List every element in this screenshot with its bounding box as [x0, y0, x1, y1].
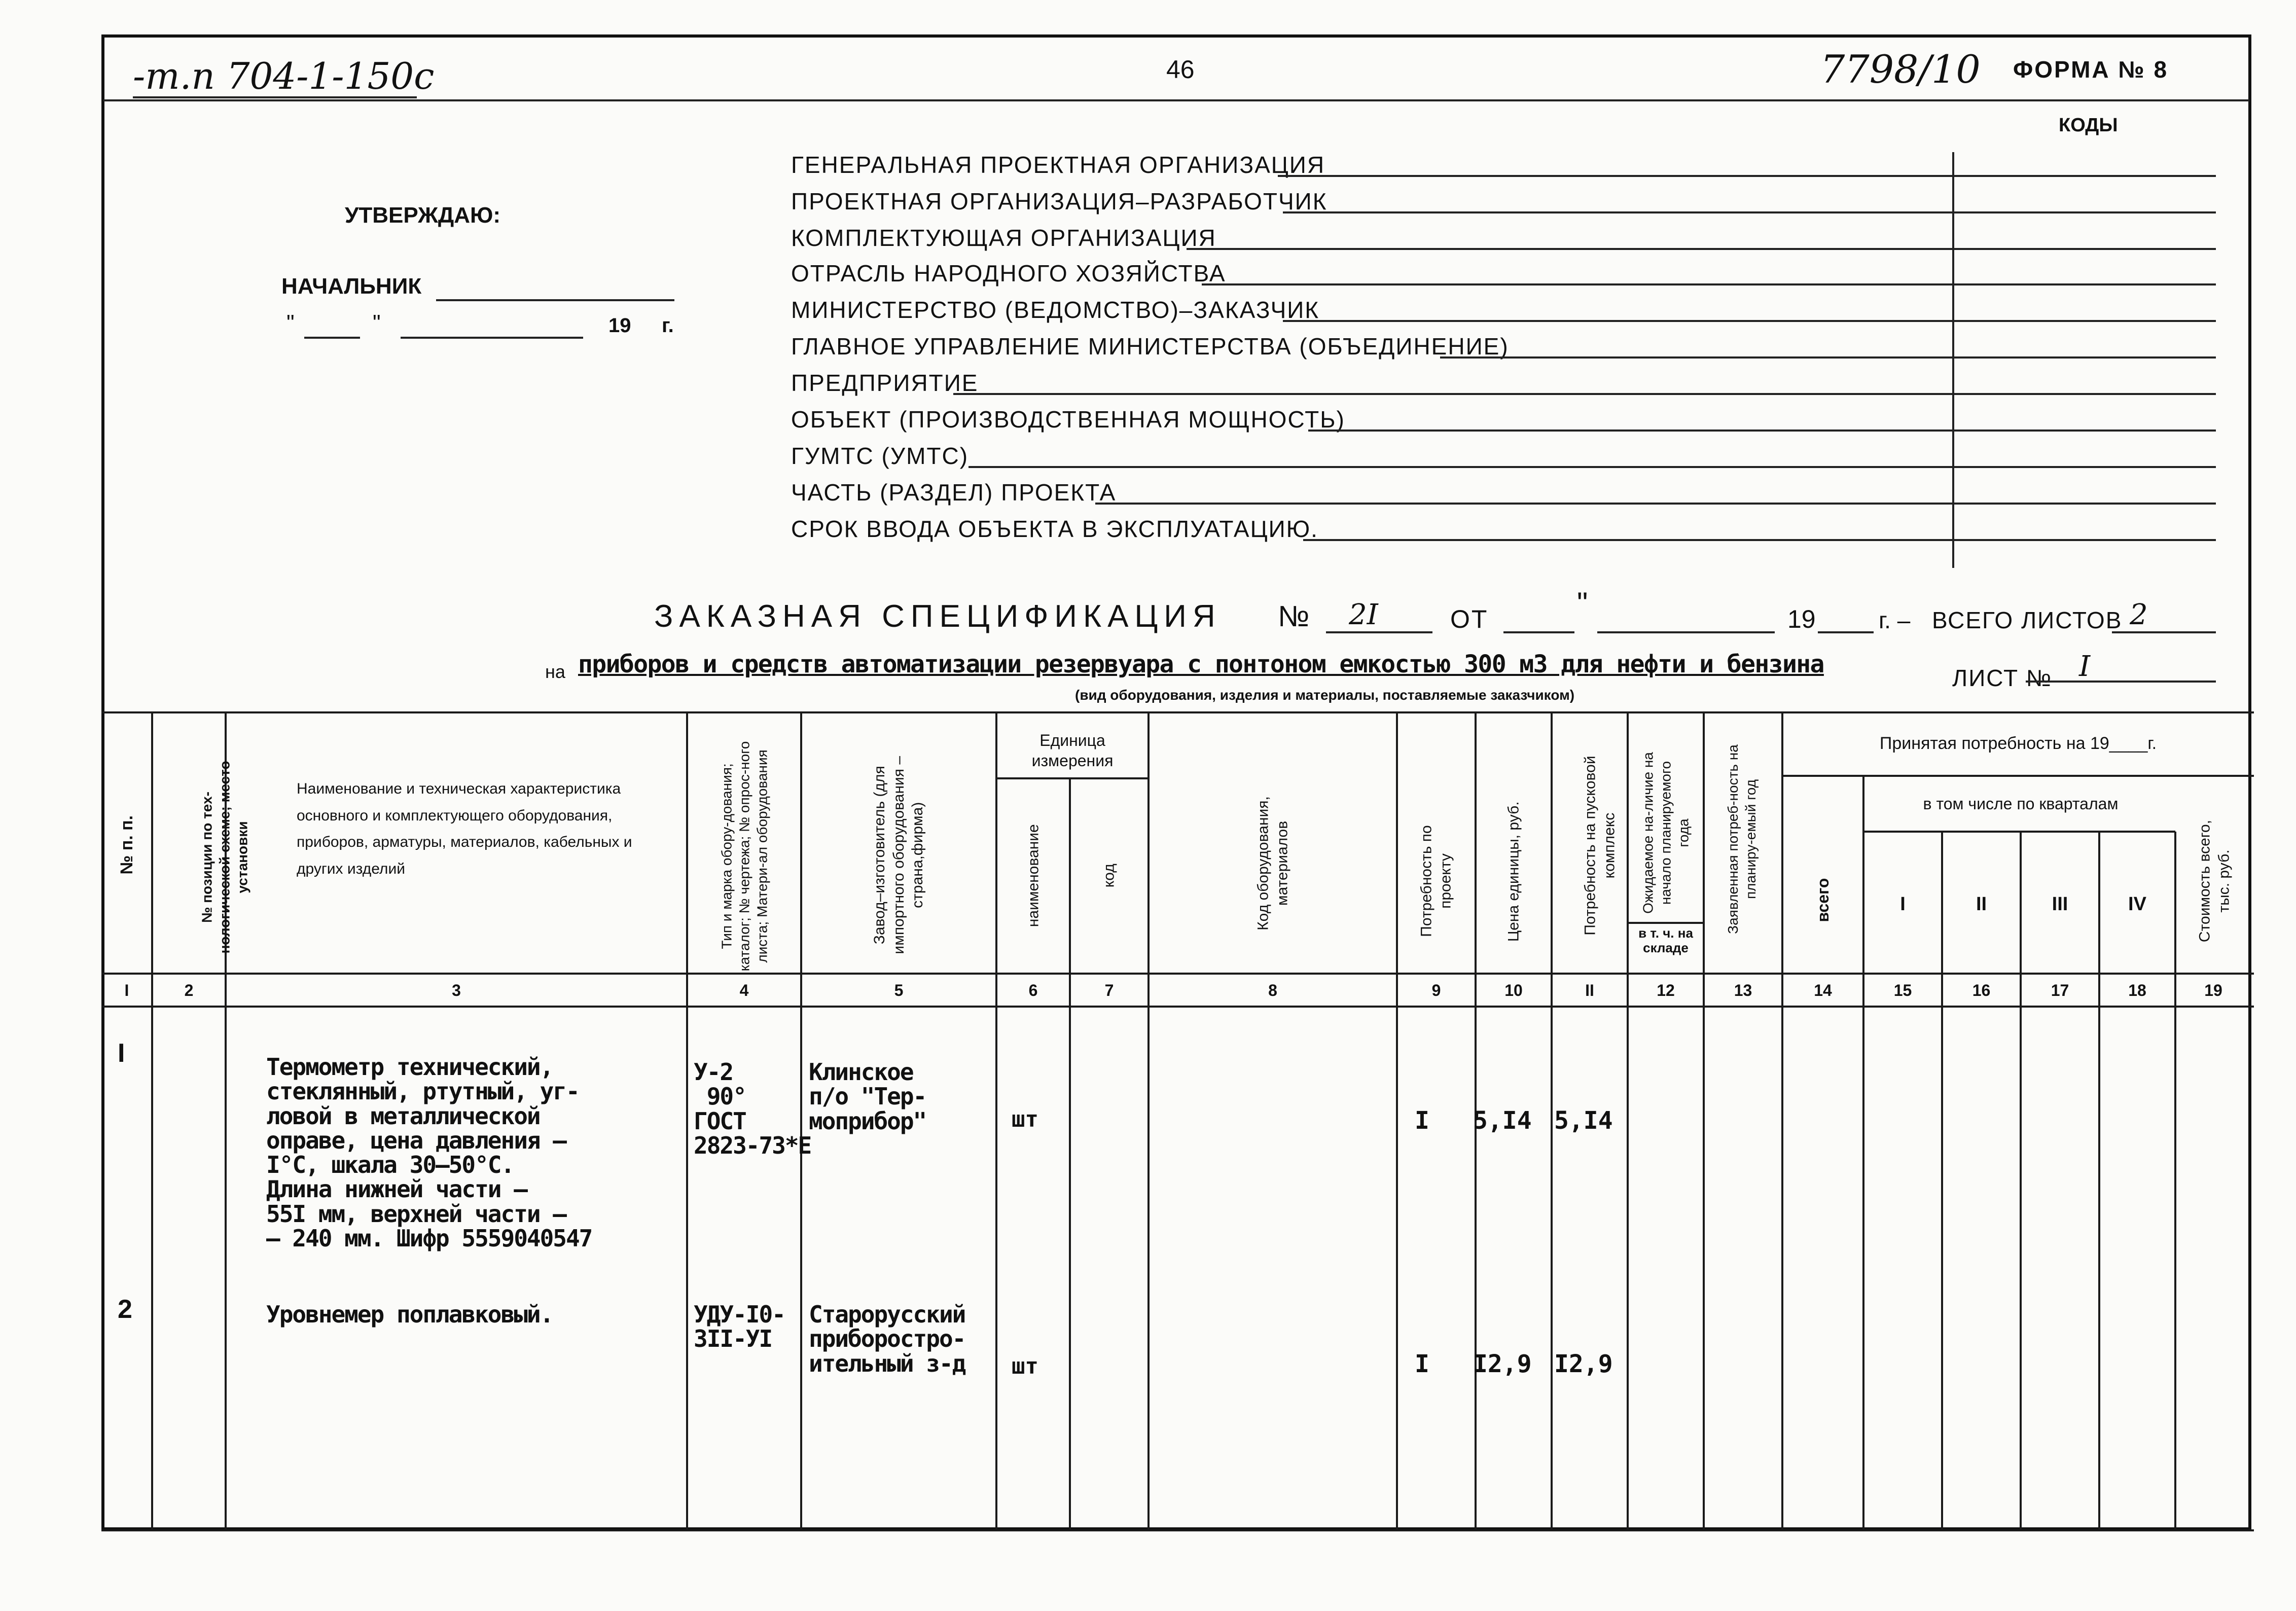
- col-header-unit-price: Цена единицы, руб.: [1505, 801, 1522, 942]
- table-row-2-number: 2: [118, 1295, 132, 1324]
- col-number-1: I: [124, 981, 129, 999]
- specification-title: ЗАКАЗНАЯ СПЕЦИФИКАЦИЯ: [654, 599, 1222, 634]
- col-number-7: 7: [1104, 981, 1114, 999]
- col-number-10: 10: [1504, 981, 1523, 999]
- col-header-need-launch: Потребность на пусковой комплекс: [1582, 756, 1618, 936]
- col-number-3: 3: [452, 981, 461, 999]
- field-supplying-organization: КОМПЛЕКТУЮЩАЯ ОРГАНИЗАЦИЯ: [791, 225, 1216, 251]
- col-number-4: 4: [739, 981, 749, 999]
- field-ministry-customer: МИНИСТЕРСТВО (ВЕДОМСТВО)–ЗАКАЗЧИК: [791, 297, 1320, 323]
- col-header-q4: IV: [2128, 893, 2146, 915]
- table-row-1-need: I: [1415, 1106, 1429, 1135]
- col-number-11: II: [1585, 981, 1594, 999]
- field-main-directorate: ГЛАВНОЕ УПРАВЛЕНИЕ МИНИСТЕРСТВА (ОБЪЕДИНЕНИЕ): [791, 333, 1509, 360]
- col-number-14: 14: [1814, 981, 1832, 999]
- field-industry: ОТРАСЛЬ НАРОДНОГО ХОЗЯЙСТВА: [791, 260, 1226, 287]
- table-row-1-maker: Клинское п/о "Тер- моприбор": [809, 1058, 926, 1135]
- sheet-value: I: [2079, 650, 2091, 683]
- spec-number: 2I: [1349, 598, 1378, 631]
- date-day-open-quote: ": [286, 310, 295, 335]
- col-header-maker: Завод–изготовитель (для импортного оборудования –страна,фирма): [871, 756, 926, 954]
- table-row-2-price: I2,9: [1473, 1350, 1532, 1378]
- table-row-1-type: У-2 90° ГОСТ 2823-73*Е: [694, 1058, 811, 1159]
- chief-label: НАЧАЛЬНИК: [281, 274, 422, 299]
- col-header-unit-group: Единица измерения: [1031, 731, 1114, 770]
- col-header-type: Тип и марка обору-дования; каталог; № чертежа; № опрос-ного листа; Матери-ал оборудования: [719, 741, 770, 972]
- form-number: ФОРМА № 8: [2013, 56, 2169, 83]
- field-project-part: ЧАСТЬ (РАЗДЕЛ) ПРОЕКТА: [791, 479, 1117, 506]
- col-number-15: 15: [1893, 981, 1912, 999]
- codes-label: КОДЫ: [2059, 115, 2118, 136]
- col-number-13: 13: [1734, 981, 1752, 999]
- table-row-1-unit: шт: [1012, 1106, 1038, 1132]
- field-gumts: ГУМТС (УМТС): [791, 443, 969, 469]
- col-number-16: 16: [1972, 981, 1991, 999]
- table-row-2-type: УДУ-I0- ЗII-УI: [694, 1301, 785, 1353]
- col-number-18: 18: [2128, 981, 2146, 999]
- col-header-expected-stock: Ожидаемое на-личие на начало планируемого года: [1640, 752, 1692, 914]
- spec-year-suffix: г. –: [1879, 607, 1911, 633]
- col-header-quarters: в том числе по кварталам: [1923, 795, 2119, 813]
- table-row-1-name: Термометр технический, стеклянный, ртутный, уг- ловой в металлической оправе, цена давления – I°С, шкала 30–50°С. Длина нижней части – 55I мм, верхней части – – 240 мм. Шифр 5559040547: [266, 1053, 592, 1252]
- total-sheets-label: ВСЕГО ЛИСТОВ: [1932, 607, 2123, 633]
- spec-subject: приборов и средств автоматизации резервуара с понтоном емкостью 300 м3 для нефти и бензина: [578, 650, 1824, 678]
- field-object: ОБЪЕКТ (ПРОИЗВОДСТВЕННАЯ МОЩНОСТЬ): [791, 406, 1345, 433]
- col-header-position: № позиции по тех-нологической схеме; место установки: [199, 761, 250, 954]
- col-number-2: 2: [184, 981, 194, 999]
- spec-year-prefix: 19: [1787, 605, 1816, 633]
- col-number-12: 12: [1657, 981, 1675, 999]
- table-row-1-launch: 5,I4: [1554, 1106, 1613, 1135]
- col-header-name: Наименование и техническая характеристика основного и комплектующего оборудования, приборов, арматуры, материалов, кабельных и других изделий: [297, 780, 632, 877]
- date-year-prefix: 19: [608, 314, 631, 337]
- field-commissioning-date: СРОК ВВОДА ОБЪЕКТА В ЭКСПЛУАТАЦИЮ.: [791, 516, 1318, 542]
- col-number-8: 8: [1268, 981, 1277, 999]
- date-day-close-quote: ": [373, 310, 381, 335]
- table-row-1-price: 5,I4: [1473, 1106, 1532, 1135]
- field-design-organization: ПРОЕКТНАЯ ОРГАНИЗАЦИЯ–РАЗРАБОТЧИК: [791, 188, 1328, 214]
- spec-from-label: ОТ: [1450, 605, 1489, 633]
- col-number-5: 5: [894, 981, 904, 999]
- col-header-number: № п. п.: [117, 815, 136, 875]
- col-header-q1: I: [1900, 893, 1906, 915]
- col-header-declared-need: Заявленная потреб-ность на планиру-емый год: [1725, 744, 1759, 934]
- col-number-17: 17: [2051, 981, 2069, 999]
- table-row-2-unit: шт: [1012, 1353, 1038, 1379]
- table-row-2-need: I: [1415, 1350, 1429, 1378]
- spec-number-label: №: [1278, 600, 1310, 633]
- col-header-q3: III: [2052, 893, 2068, 915]
- total-sheets-value: 2: [2130, 598, 2148, 631]
- sheet-label: ЛИСТ №: [1952, 665, 2053, 691]
- field-general-organization: ГЕНЕРАЛЬНАЯ ПРОЕКТНАЯ ОРГАНИЗАЦИЯ: [791, 152, 1325, 178]
- col-header-unit-name: наименование: [1025, 824, 1042, 927]
- col-header-total: всего: [1814, 878, 1832, 922]
- col-header-q2: II: [1976, 893, 1987, 915]
- subject-on-label: на: [545, 661, 565, 682]
- table-row-2-launch: I2,9: [1554, 1350, 1613, 1378]
- field-enterprise: ПРЕДПРИЯТИЕ: [791, 370, 979, 396]
- col-header-accepted-need: Принятая потребность на 19____г.: [1879, 734, 2157, 753]
- page-number: 46: [1166, 55, 1195, 84]
- col-number-6: 6: [1028, 981, 1038, 999]
- col-header-cost: Стоимость всего, тыс. руб.: [2196, 819, 2232, 943]
- date-year-suffix: г.: [662, 314, 674, 337]
- col-header-equipment-code: Код оборудования, материалов: [1254, 796, 1290, 930]
- table-row-1-number: I: [118, 1039, 125, 1068]
- table-row-2-maker: Старорусский приборостро- ительный з-д: [809, 1301, 965, 1377]
- approve-label: УТВЕРЖДАЮ:: [345, 203, 501, 228]
- col-header-unit-code: код: [1100, 864, 1118, 888]
- spec-date-quote-open: ": [1577, 586, 1588, 620]
- table-row-2-name: Уровнемер поплавковый.: [266, 1301, 553, 1328]
- col-header-need-project: Потребность по проекту: [1418, 825, 1454, 937]
- sheet-reference: 7798/10: [1820, 47, 1981, 92]
- document-code: -т.п 704-1-150с: [133, 55, 435, 97]
- col-number-19: 19: [2204, 981, 2222, 999]
- col-number-9: 9: [1431, 981, 1441, 999]
- col-header-in-stock: в т. ч. на складе: [1638, 925, 1693, 955]
- subject-caption: (вид оборудования, изделия и материалы, поставляемые заказчиком): [1075, 687, 1575, 703]
